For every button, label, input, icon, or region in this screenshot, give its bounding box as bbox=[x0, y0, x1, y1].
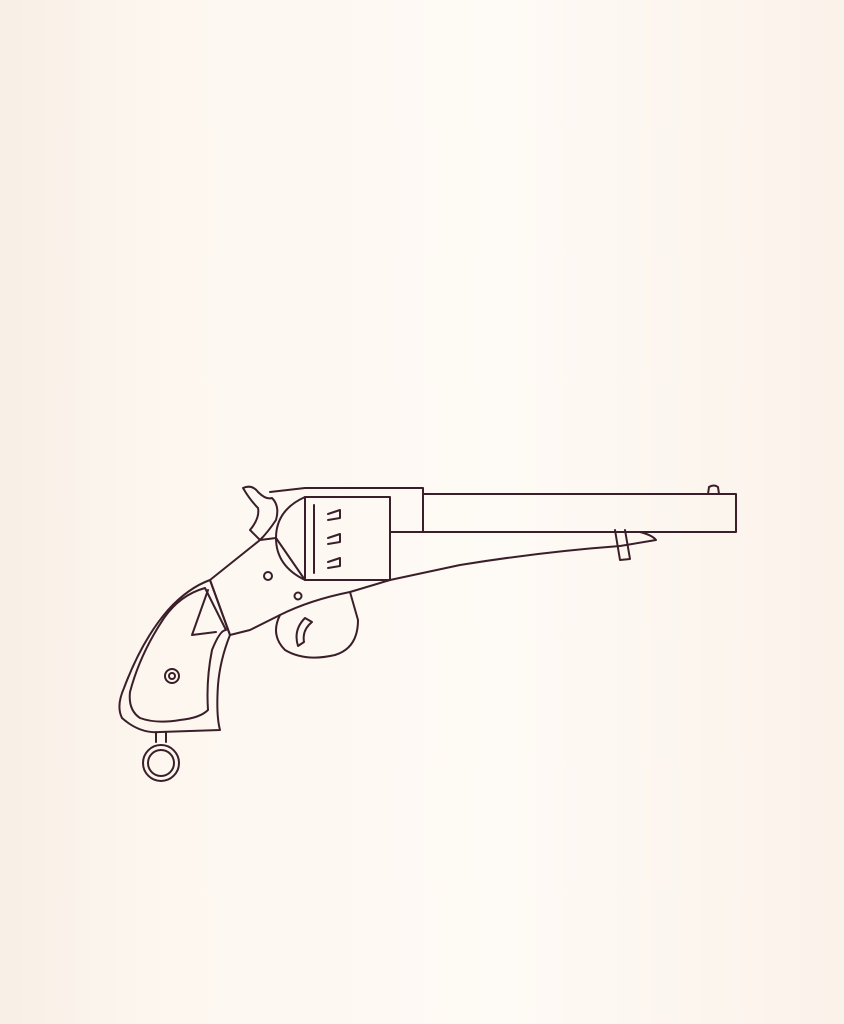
cylinder-flute-3 bbox=[328, 558, 340, 568]
grip-medallion bbox=[165, 669, 179, 683]
cylinder-flute-2 bbox=[328, 534, 340, 544]
revolver-drawing bbox=[100, 470, 780, 800]
trigger-guard bbox=[276, 592, 358, 658]
top-strap bbox=[270, 488, 423, 494]
lanyard-swivel bbox=[156, 732, 166, 742]
recoil-shield bbox=[276, 497, 305, 580]
cylinder bbox=[305, 497, 390, 580]
frame-screw-2 bbox=[295, 593, 302, 600]
frame bbox=[210, 538, 390, 635]
front-sight bbox=[708, 486, 719, 495]
cylinder-flute-1 bbox=[328, 510, 340, 520]
hammer bbox=[243, 487, 277, 540]
grip-panel bbox=[130, 588, 226, 722]
barrel bbox=[423, 494, 736, 532]
revolver-illustration bbox=[100, 470, 780, 800]
trigger bbox=[297, 618, 312, 646]
grip-inner-line bbox=[192, 590, 216, 635]
frame-screw-1 bbox=[264, 572, 272, 580]
